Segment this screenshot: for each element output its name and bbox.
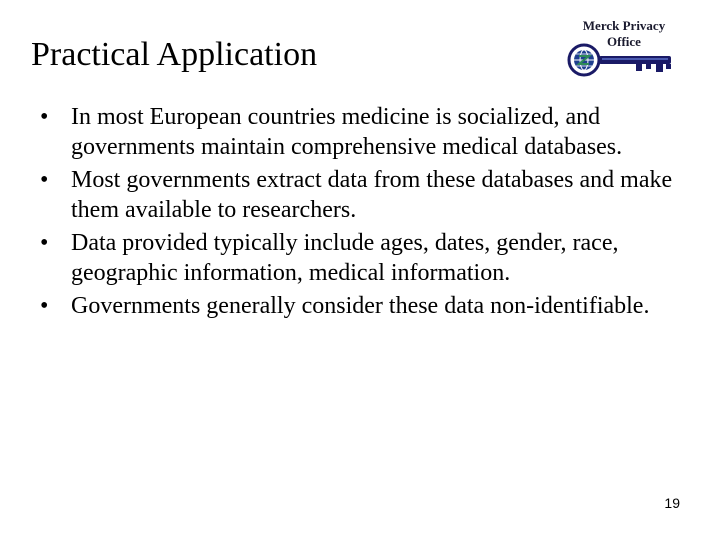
merck-privacy-logo: [560, 16, 680, 80]
slide-title: Practical Application: [31, 36, 318, 73]
bullet-symbol: •: [40, 293, 49, 319]
bullet-text: Data provided typically include ages, dates, gender, race, geographic information, medical information.: [71, 230, 619, 286]
logo-line-1: Merck Privacy: [582, 18, 666, 33]
logo-line-2: Office: [607, 34, 641, 49]
bullet-item: [40, 102, 680, 162]
bullet-item: [40, 291, 680, 321]
bullet-symbol: •: [40, 167, 49, 193]
bullet-item: [40, 228, 680, 288]
bullet-item: [40, 165, 680, 225]
bullet-text: Governments generally consider these data non-identifiable.: [71, 293, 650, 319]
page-number: 19: [664, 495, 680, 511]
bullet-symbol: •: [40, 230, 49, 256]
key-globe-icon: [566, 42, 676, 78]
bullet-symbol: •: [40, 104, 49, 130]
bullet-text: Most governments extract data from these databases and make them available to researchers.: [71, 167, 673, 223]
bullet-text: In most European countries medicine is socialized, and governments maintain comprehensive medical databases.: [71, 104, 623, 160]
bullet-list: [40, 102, 680, 324]
